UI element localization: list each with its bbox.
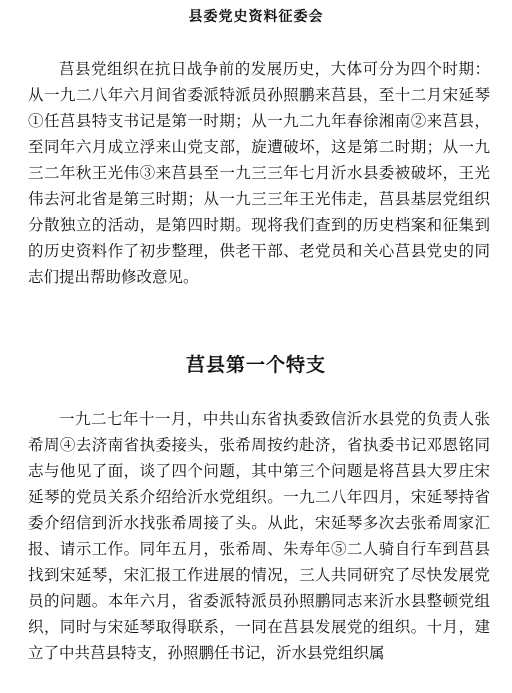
page-header: 县委党史资料征委会 [188,9,324,25]
section-body-paragraph: 一九二七年十一月，中共山东省执委致信沂水县党的负责人张希周④去济南省执委接头，张希周按约赴济，省执委书记邓恩铭同志与他见了面，谈了四个问题，其中第三个问题是将莒县大罗庄宋延琴的党员关系介绍给沂水党组织。一九二八年四月，宋延琴持省委介绍信到沂水找张希周接了头。从此，宋延琴多次去张希周家汇报、请示工作。同年五月，张希周、朱寿年⑤二人骑自行车到莒县找到宋延琴，宋汇报工作进展的情况，三人共同研究了尽快发展党员的问题。本年六月，省委派特派员孙照鹏同志来沂水县整顿党组织，同时与宋延琴取得联系，一同在莒县发展党的组织。十月，建立了中共莒县特支，孙照鹏任书记，沂水县党组织属 [28,410,490,662]
section-title: 莒县第一个特支 [185,354,326,376]
intro-paragraph: 莒县党组织在抗日战争前的发展历史，大体可分为四个时期：从一九二八年六月间省委派特派员孙照鹏来莒县，至十二月宋延琴①任莒县特支书记是第一时期；从一九二九年春徐湘南②来莒县，至同年六月成立浮来山党支部，旋遭破坏，这是第二时期；从一九三二年秋王光伟③来莒县至一九三三年七月沂水县委被破坏，王光伟去河北省是第三时期；从一九三三年王光伟走，莒县基层党组织分散独立的活动，是第四时期。现将我们查到的历史档案和征集到的历史资料作了初步整理，供老干部、老党员和关心莒县党史的同志们提出帮助修改意见。 [28,60,490,286]
